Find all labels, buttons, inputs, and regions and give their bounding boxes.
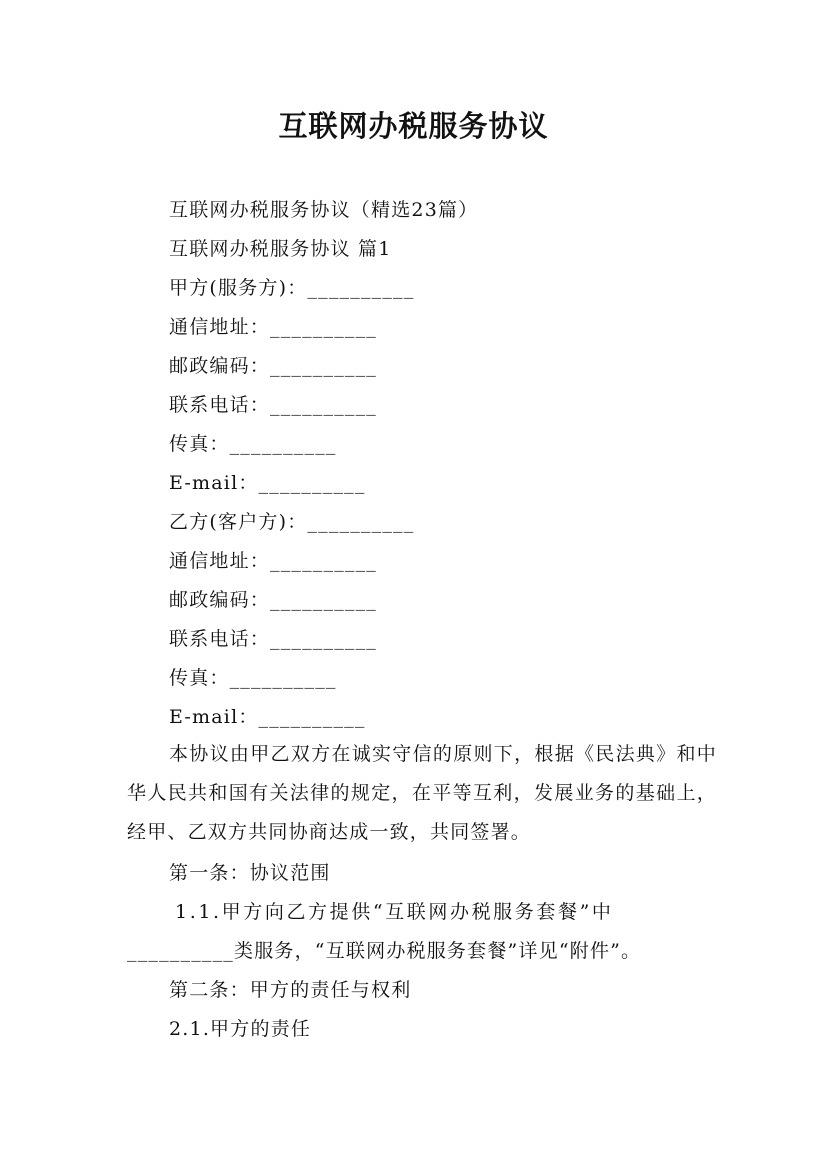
document-title: 互联网办税服务协议 [278,109,549,143]
party-a-address-line: 通信地址：__________ [169,316,378,338]
article-2-1-heading: 2.1.甲方的责任 [169,1018,312,1040]
article-1-1-line-1: 1.1.甲方向乙方提供“互联网办税服务套餐”中 [175,901,614,923]
subtitle-line: 互联网办税服务协议（精选23篇） [169,199,479,221]
article-2-heading: 第二条：甲方的责任与权利 [169,979,412,1001]
party-a-email-line: E-mail：__________ [169,472,366,494]
article-1-heading: 第一条：协议范围 [169,862,331,884]
party-a-fax-line: 传真：__________ [169,433,337,455]
party-b-line: 乙方(客户方)：__________ [169,511,415,533]
party-a-line: 甲方(服务方)：__________ [169,277,415,299]
party-b-email-line: E-mail：__________ [169,706,366,728]
article-1-1-line-2: __________类服务，“互联网办税服务套餐”详见“附件”。 [127,940,642,962]
party-b-address-line: 通信地址：__________ [169,550,378,572]
preamble-paragraph: 本协议由甲乙双方在诚实守信的原则下，根据《民法典》和中华人民共和国有关法律的规定，在平等互利，发展业务的基础上，经甲、乙双方共同协商达成一致，共同签署。 [127,743,717,843]
section-label: 互联网办税服务协议 篇1 [169,238,392,260]
party-a-postcode-line: 邮政编码：__________ [169,355,378,377]
party-a-phone-line: 联系电话：__________ [169,394,378,416]
party-b-fax-line: 传真：__________ [169,667,337,689]
party-b-postcode-line: 邮政编码：__________ [169,589,378,611]
party-b-phone-line: 联系电话：__________ [169,628,378,650]
